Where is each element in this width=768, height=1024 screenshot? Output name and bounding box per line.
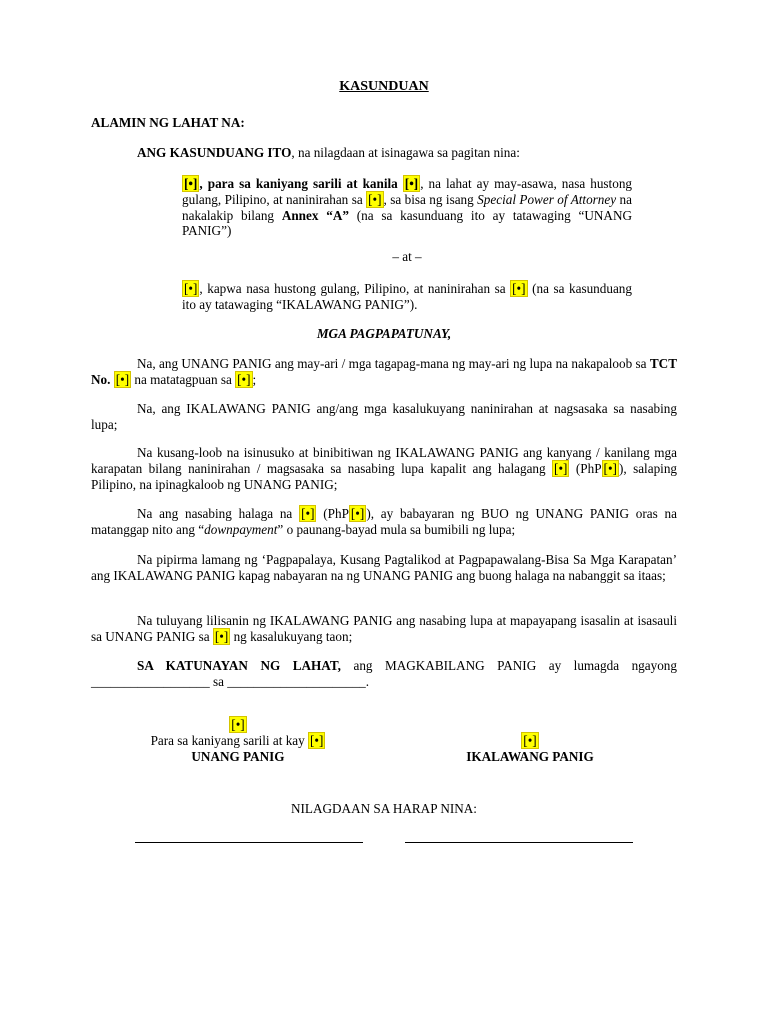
party1-bold-mid: , para sa kaniyang sarili at kanila (199, 176, 403, 191)
placeholder-mark: [•] (404, 176, 419, 191)
party1-text-4: (na sa kasunduang ito ay tatawaging “UNANG PANIG”) (182, 207, 632, 239)
document-title: KASUNDUAN (339, 79, 429, 94)
whereas-3 (91, 445, 677, 492)
closing-text-1: ang MAGKABILANG PANIG ay lumagda ngayong (340, 658, 677, 673)
sig-left-line: Para sa kaniyang sarili at kay (150, 732, 309, 748)
placeholder-mark: [•] (184, 281, 198, 296)
placeholder-mark: [•] (115, 371, 130, 387)
intro-heading: ALAMIN NG LAHAT NA: (91, 115, 245, 130)
signature-block-second-party (420, 733, 640, 765)
w6-text-1: Na tuluyang lilisanin ng IKALAWANG PANIG ang nasabing lupa at mapayapang isasalin at isasauli sa UNANG PANIG sa (91, 613, 677, 644)
party2-paragraph (182, 281, 632, 313)
w6-text-2: ng kasalukuyang taon; (230, 628, 353, 644)
w4-text-1: Na ang nasabing halaga na (137, 506, 300, 521)
party1-text-1: , na lahat ay may-asawa, nasa hustong gulang, Pilipino, at naninirahan sa (182, 176, 633, 207)
party1-paragraph (182, 176, 632, 239)
placeholder-mark: [•] (231, 717, 245, 732)
w3-text-3: ), salaping Pilipino, na ipinagkaloob ng UNANG PANIG; (91, 460, 678, 492)
closing-bold: SA KATUNAYAN NG LAHAT, (137, 658, 341, 673)
sig-right-label: IKALAWANG PANIG (466, 748, 594, 764)
closing-text-3: . (365, 673, 370, 689)
party1-spa: Special Power of Attorney (477, 191, 617, 207)
whereas-4 (91, 506, 677, 538)
agreement-rest: , na nilagdaan at isinagawa sa pagitan nina: (291, 145, 520, 160)
placeholder-mark: [•] (310, 732, 324, 748)
witness-signature-line-2 (405, 842, 633, 843)
whereas-5: Na pipirma lamang ng ‘Pagpapalaya, Kusang Pagtalikod at Pagpapawalang-Bisa Sa Mga Karapatan’ ang IKALAWANG PANIG kapag nabayaran na ng UNANG PANIG ang buong halaga na nabanggit sa itaas; (91, 552, 677, 583)
whereas-6 (91, 613, 677, 645)
w4-text-4: ” o paunang-bayad mula sa bumibili ng lupa; (277, 521, 516, 537)
w4-text-3: ), ay babayaran ng BUO ng UNANG PANIG oras na matanggap nito ang “ (91, 506, 677, 537)
placeholder-mark: [•] (184, 176, 198, 191)
w4-downpayment: downpayment (204, 521, 278, 537)
placeholder-mark: [•] (603, 460, 617, 476)
whereas-2: Na, ang IKALAWANG PANIG ang/ang mga kasalukuyang naninirahan at nagsasaka sa nasabing lupa; (91, 401, 677, 432)
party1-annex: Annex “A” (281, 207, 349, 223)
date-blank: __________________ (91, 673, 210, 689)
party1-text-3: na nakalakip bilang (182, 191, 632, 223)
agreement-bold: ANG KASUNDUANG ITO (137, 145, 292, 160)
w1-text-3: ; (252, 371, 257, 387)
w3-text-2: (PhP (569, 460, 602, 476)
party1-text-2: , sa bisa ng isang (383, 191, 478, 207)
closing-paragraph (91, 658, 677, 690)
whereas-1 (91, 356, 677, 388)
placeholder-mark: [•] (554, 460, 568, 476)
separator: – at – (392, 249, 422, 264)
w1-text-2: na matatagpuan sa (131, 371, 236, 387)
w4-text-2: (PhP (316, 506, 349, 521)
placeholder-mark: [•] (368, 191, 382, 207)
witness-heading: NILAGDAAN SA HARAP NINA: (291, 801, 477, 816)
closing-text-2: sa (209, 673, 228, 689)
whereas-heading: MGA PAGPAPATUNAY, (316, 326, 452, 341)
witness-signature-line-1 (135, 842, 363, 843)
placeholder-mark: [•] (512, 281, 526, 296)
w1-text-1: Na, ang UNANG PANIG ang may-ari / mga tagapag-mana ng may-ari ng lupa na nakapaloob sa (137, 356, 650, 371)
signature-block-first-party (120, 717, 356, 764)
w3-text-1: Na kusang-loob na isinusuko at binibitiwan ng IKALAWANG PANIG ang kanyang / kanilang mga karapatan bilang naninirahan / magsasaka sa nasabing lupa kapalit ang halagang (91, 445, 677, 476)
placeholder-mark: [•] (523, 733, 537, 748)
placeholder-mark: [•] (237, 371, 251, 387)
party2-text-2: (na sa kasunduang ito ay tatawaging “IKALAWANG PANIG”). (182, 281, 632, 312)
agreement-intro (137, 145, 677, 161)
place-blank: _____________________ (227, 673, 366, 689)
placeholder-mark: [•] (301, 506, 315, 521)
sig-left-label: UNANG PANIG (191, 748, 285, 764)
tct-label: TCT No. (91, 356, 677, 387)
party2-text-1: , kapwa nasa hustong gulang, Pilipino, at naninirahan sa (199, 281, 511, 296)
placeholder-mark: [•] (214, 628, 229, 644)
placeholder-mark: [•] (350, 506, 365, 521)
